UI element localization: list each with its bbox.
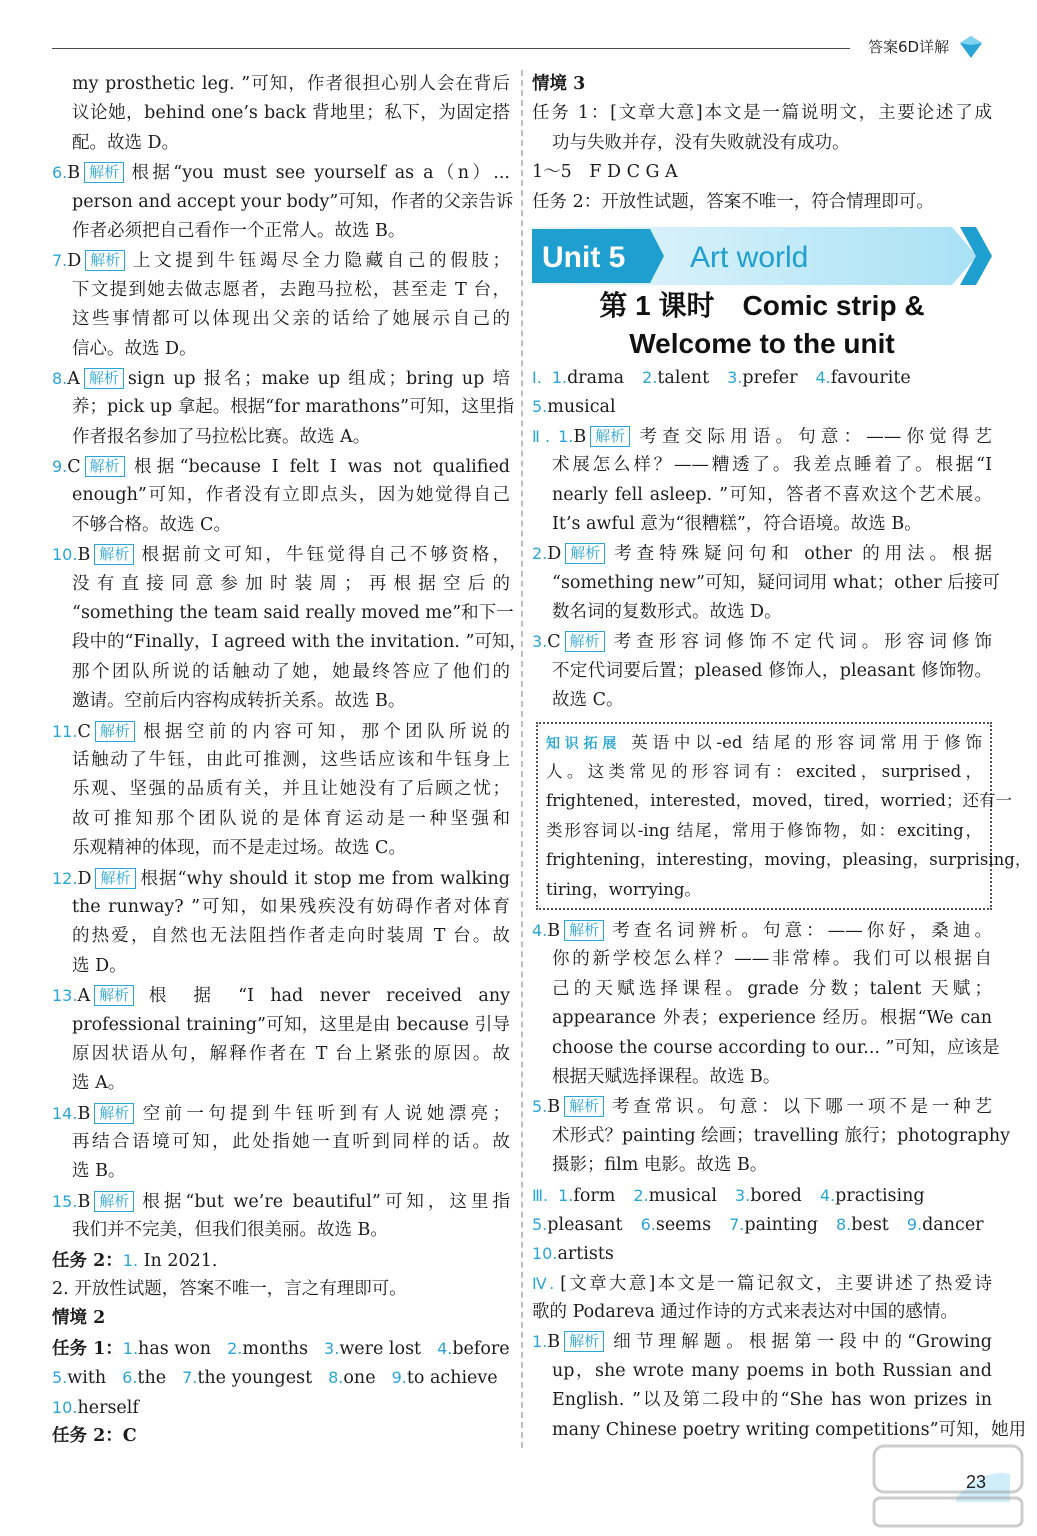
answer-choice: C bbox=[77, 721, 91, 742]
answer-text: It’s awful 意为“很糟糕”，符合语境。故选 B。 bbox=[552, 513, 922, 534]
text-line: 任务 1：[文章大意]本文是一篇说明文，主要论述了成 bbox=[532, 103, 992, 124]
answer-text: 术展怎么样？——糟透了。我差点睡着了。根据“I bbox=[552, 455, 992, 476]
answer-text: 作者报名参加了马拉松比赛。故选 A。 bbox=[72, 426, 371, 447]
analysis-tag: 解析 bbox=[84, 368, 124, 389]
scene-heading: 情境 2 bbox=[52, 1308, 106, 1329]
answer-line bbox=[532, 627, 992, 656]
answer-number: 8. bbox=[836, 1214, 852, 1234]
answer-number: 3. bbox=[532, 632, 548, 652]
answer-word: artists bbox=[557, 1244, 614, 1265]
answer-text: the runway? ”可知，如果残疾没有妨碍作者对体育 bbox=[72, 896, 510, 917]
watermark-logo bbox=[868, 1440, 1028, 1530]
answer-choice: D bbox=[547, 544, 562, 565]
answer-number: 1. bbox=[122, 1250, 139, 1270]
answer-number: 6. bbox=[640, 1214, 656, 1234]
answer-number: 10. bbox=[52, 1397, 78, 1417]
answer-line bbox=[532, 1269, 992, 1298]
answer-list bbox=[52, 158, 527, 1245]
answer-number: 4. bbox=[532, 920, 548, 940]
answer-word: has won bbox=[138, 1338, 212, 1359]
answer-number: 11. bbox=[52, 721, 78, 741]
answer-number: 7. bbox=[182, 1368, 198, 1388]
unit-title: Art world bbox=[690, 241, 809, 274]
answer-text: enough”可知，作者没有立即点头，因为她觉得自己 bbox=[72, 485, 510, 506]
answer-word: drama bbox=[567, 367, 625, 388]
answer-line bbox=[52, 246, 510, 275]
answer-choice: B bbox=[573, 426, 587, 447]
answer-line bbox=[52, 805, 510, 834]
answer-line bbox=[532, 451, 992, 480]
answer-number: 2. bbox=[633, 1185, 649, 1205]
roman-numeral: Ⅰ. bbox=[532, 367, 542, 387]
answer-choice: B bbox=[547, 920, 561, 941]
answer-line bbox=[532, 510, 992, 539]
answer-word: the bbox=[137, 1368, 167, 1389]
answer-number: 4. bbox=[437, 1338, 453, 1358]
analysis-tag: 解析 bbox=[564, 920, 604, 941]
answer-word: best bbox=[851, 1214, 889, 1235]
answer-number: 4. bbox=[815, 367, 831, 387]
word-answer-row bbox=[52, 1334, 510, 1363]
answer-text: 根据“you must see yourself as a（n）... bbox=[128, 163, 510, 184]
answer-text: 原因状语从句，解释作者在 T 台上紧张的原因。故 bbox=[72, 1043, 510, 1064]
answer-text: 考查交际用语。句意：——你觉得艺 bbox=[634, 426, 992, 447]
answer-text: In 2021. bbox=[143, 1250, 218, 1271]
answer-line bbox=[532, 1386, 992, 1415]
answer-text: 空前一句提到牛钰听到有人说她漂亮； bbox=[138, 1103, 510, 1124]
answer-word: one bbox=[343, 1368, 376, 1389]
answer-line bbox=[52, 717, 510, 746]
analysis-tag: 解析 bbox=[94, 985, 134, 1006]
answer-number: 15. bbox=[52, 1191, 78, 1211]
left-column bbox=[52, 70, 527, 1451]
answer-line bbox=[52, 188, 514, 217]
text-line: 2. 开放性试题，答案不唯一，言之有理即可。 bbox=[52, 1279, 407, 1300]
answer-word: bored bbox=[750, 1185, 802, 1206]
answer-word: months bbox=[242, 1338, 309, 1359]
answer-number: 1. bbox=[558, 426, 574, 446]
answer-text: 那个团队所说的话触动了她，她最终答应了他们的 bbox=[72, 661, 510, 682]
answer-number: 7. bbox=[52, 251, 68, 271]
answer-line bbox=[52, 452, 510, 481]
answer-text: choose the course according to our... ”可知，应该是 bbox=[552, 1037, 1000, 1058]
answer-text: 己的天赋选择课程。grade 分数；talent 天赋； bbox=[552, 978, 992, 999]
answer-choice: A bbox=[67, 368, 80, 389]
answer-text: 选 A。 bbox=[72, 1073, 126, 1094]
answer-line bbox=[52, 893, 510, 922]
answer-text: “something the team said really moved me”和下一 bbox=[72, 603, 514, 624]
answer-word: before bbox=[452, 1338, 510, 1359]
roman-numeral: Ⅱ. bbox=[532, 426, 551, 446]
part4-answers bbox=[532, 1269, 1027, 1445]
analysis-tag: 解析 bbox=[590, 426, 630, 447]
text-line: my prosthetic leg. ”可知，作者很担心别人会在背后 bbox=[72, 74, 510, 94]
answer-number: 9. bbox=[391, 1368, 407, 1388]
task-label: 任务 2： bbox=[52, 1250, 123, 1271]
answer-number: 10. bbox=[532, 1244, 558, 1264]
answer-text: 数名词的复数形式。故选 D。 bbox=[552, 602, 782, 623]
analysis-tag: 解析 bbox=[95, 868, 135, 889]
answer-number: 5. bbox=[52, 1368, 68, 1388]
answer-text: 根据空前的内容可知，那个团队所说的 bbox=[138, 721, 510, 742]
answer-text: 考查名词辨析。句意：——你好，桑迪。 bbox=[608, 920, 992, 941]
unit-banner bbox=[532, 225, 992, 287]
answer-number: 6. bbox=[122, 1368, 138, 1388]
answer-text: 考查常识。句意：以下哪一项不是一种艺 bbox=[608, 1097, 992, 1118]
text-line: 类形容词以-ing 结尾，常用于修饰物，如：exciting， bbox=[546, 820, 982, 840]
answer-number: 1. bbox=[558, 1185, 574, 1205]
answer-line bbox=[52, 1069, 510, 1098]
analysis-tag: 解析 bbox=[565, 631, 605, 652]
answer-number: 10. bbox=[52, 545, 78, 565]
answer-choice: C bbox=[547, 632, 561, 653]
answer-number: 3. bbox=[324, 1338, 340, 1358]
answer-number: 8. bbox=[52, 368, 68, 388]
answer-text: 作者必须把自己看作一个正常人。故选 B。 bbox=[72, 220, 406, 241]
answer-choice: B bbox=[77, 1191, 91, 1212]
answer-text: 歌的 Podareva 通过作诗的方式来表达对中国的感情。 bbox=[532, 1302, 958, 1323]
header-rule bbox=[52, 48, 850, 49]
page-header bbox=[0, 0, 1037, 60]
answer-line bbox=[52, 864, 510, 893]
answer-number: 5. bbox=[532, 1214, 548, 1234]
answer-word: with bbox=[67, 1368, 107, 1389]
word-answer-row bbox=[52, 1363, 510, 1392]
answer-number: 4. bbox=[819, 1185, 836, 1205]
analysis-tag: 解析 bbox=[84, 162, 124, 183]
answer-text: 信心。故选 D。 bbox=[72, 338, 197, 359]
answer-choice: B bbox=[67, 163, 81, 184]
answer-word: herself bbox=[77, 1397, 139, 1418]
answer-number: 12. bbox=[52, 868, 78, 888]
answer-line bbox=[532, 569, 1000, 598]
answer-choice: D bbox=[77, 868, 92, 889]
answer-word: practising bbox=[835, 1185, 925, 1206]
part2-answers-continued bbox=[532, 916, 1011, 1181]
word-answer-row bbox=[532, 1239, 992, 1268]
answer-choice: B bbox=[77, 1103, 91, 1124]
column-divider bbox=[521, 70, 523, 1448]
answer-line bbox=[532, 1151, 992, 1180]
answer-line bbox=[52, 628, 527, 657]
answer-number: 9. bbox=[52, 457, 68, 477]
text-line: tiring，worrying。 bbox=[546, 879, 701, 899]
answer-line bbox=[52, 775, 510, 804]
page-number: 23 bbox=[966, 1472, 987, 1492]
answer-line bbox=[532, 1357, 992, 1386]
text-line: 人。这类常见的形容词有：excited，surprised， bbox=[546, 762, 982, 782]
answer-number: 2. bbox=[642, 367, 658, 387]
answer-choice: B bbox=[547, 1332, 561, 1353]
answer-text: 养；pick up 拿起。根据“for marathons”可知，这里指 bbox=[72, 397, 515, 418]
answer-number: 1. bbox=[532, 1332, 548, 1352]
answer-word: form bbox=[573, 1185, 616, 1206]
answer-line bbox=[532, 1327, 992, 1356]
answer-text: 的热爱，自然也无法阻挡作者走向时装周 T 台。故 bbox=[72, 926, 510, 947]
answer-text: nearly fell asleep. ”可知，答者不喜欢这个艺术展。 bbox=[552, 484, 992, 505]
answer-line bbox=[52, 1011, 510, 1040]
part1-answers bbox=[532, 363, 992, 422]
answer-text: 选 D。 bbox=[72, 955, 127, 976]
answer-line bbox=[52, 1128, 510, 1157]
lesson-title-line2: Welcome to the unit bbox=[629, 327, 895, 359]
answer-number: 8. bbox=[328, 1368, 344, 1388]
diamond-icon bbox=[958, 34, 984, 60]
answer-text: many Chinese poetry writing competitions”可知，她用 bbox=[552, 1419, 1027, 1440]
lesson-title-line1: 第 1 课时 Comic strip & bbox=[599, 289, 925, 321]
answer-line bbox=[52, 570, 510, 599]
answer-word: musical bbox=[648, 1185, 717, 1206]
answer-number: 2. bbox=[227, 1338, 243, 1358]
text-line: 任务 2：开放性试题，答案不唯一，符合情理即可。 bbox=[532, 191, 934, 212]
answer-text: 根据“because I felt I was not qualified bbox=[128, 457, 510, 478]
word-answer-row bbox=[52, 1393, 510, 1422]
answer-text: 考查特殊疑问句和 other 的用法。根据 bbox=[609, 544, 992, 565]
answer-word: favourite bbox=[830, 367, 911, 388]
answer-line bbox=[532, 598, 992, 627]
task-label: 任务 1： bbox=[52, 1338, 123, 1359]
answer-choice: A bbox=[77, 986, 91, 1007]
text-line: 配。故选 D。 bbox=[72, 132, 180, 153]
text-line: frightening，interesting，moving，pleasing，surprising， bbox=[546, 850, 1032, 870]
word-answer-row bbox=[532, 363, 992, 392]
answer-text: 我们并不完美，但我们很美丽。故选 B。 bbox=[72, 1220, 388, 1241]
answer-text: English. ”以及第二段中的“She has won prizes in bbox=[552, 1390, 992, 1411]
answer-text: up，she wrote many poems in both Russian and bbox=[552, 1360, 992, 1381]
answer-number: 5. bbox=[532, 1097, 548, 1117]
answer-line bbox=[532, 686, 992, 715]
answer-number: 1. bbox=[551, 367, 568, 387]
text-line: frightened，interested，moved，tired，worried；还有一 bbox=[546, 791, 1012, 811]
answer-number: 1. bbox=[122, 1338, 139, 1358]
header-title: 答案6D详解 bbox=[868, 38, 950, 56]
answer-line bbox=[52, 305, 510, 334]
answer-text: 这些事情都可以体现出父亲的话给了她展示自己的 bbox=[72, 309, 510, 330]
answer-line bbox=[52, 922, 510, 951]
answer-line bbox=[52, 158, 510, 187]
answer-word: were lost bbox=[339, 1338, 422, 1359]
answer-text: 邀请。空前后内容构成转折关系。故选 B。 bbox=[72, 691, 406, 712]
text-line: 功与失败并存，没有失败就没有成功。 bbox=[552, 132, 850, 153]
part3-answers bbox=[532, 1181, 992, 1269]
answer-text: 上文提到牛钰竭尽全力隐藏自己的假肢； bbox=[129, 251, 510, 272]
answer-line bbox=[532, 1092, 992, 1121]
answer-text: 考查形容词修饰不定代词。形容词修饰 bbox=[608, 632, 992, 653]
text-span: 英语中以-ed 结尾的形容词常用于修饰 bbox=[631, 732, 982, 752]
answer-text: professional training”可知，这里是由 because 引导 bbox=[72, 1014, 510, 1035]
word-answer-row bbox=[532, 1181, 992, 1210]
answer-line bbox=[532, 422, 992, 451]
answer-line bbox=[52, 1216, 510, 1245]
answer-word: to achieve bbox=[406, 1368, 498, 1389]
answer-text: 故选 C。 bbox=[552, 690, 624, 711]
analysis-tag: 解析 bbox=[564, 1331, 604, 1352]
answer-line bbox=[532, 1034, 1000, 1063]
answer-line bbox=[52, 952, 510, 981]
answer-line bbox=[532, 945, 992, 974]
answer-line bbox=[532, 1063, 992, 1092]
answer-word: painting bbox=[744, 1214, 818, 1235]
answer-text: 选 B。 bbox=[72, 1161, 126, 1182]
answer-line bbox=[52, 540, 510, 569]
answer-line bbox=[52, 335, 510, 364]
answer-text: person and accept your body”可知，作者的父亲告诉 bbox=[72, 191, 514, 212]
roman-numeral: Ⅳ. bbox=[532, 1273, 555, 1293]
answer-text: 不定代词要后置；pleased 修饰人，pleasant 修饰物。 bbox=[552, 660, 992, 681]
answer-line bbox=[532, 1122, 1011, 1151]
answer-text: 乐观精神的体现，而不是走过场。故选 C。 bbox=[72, 838, 406, 859]
answer-number: 5. bbox=[532, 397, 548, 417]
answer-text: 没有直接同意参加时装周；再根据空后的 bbox=[72, 573, 510, 594]
answer-text: “something new”可知，疑问词用 what；other 后接可 bbox=[552, 572, 1000, 593]
answer-line bbox=[52, 364, 510, 393]
text-line bbox=[546, 728, 982, 757]
analysis-tag: 解析 bbox=[95, 721, 135, 742]
answer-text: 你的新学校怎么样？——非常棒。我们可以根据自 bbox=[552, 949, 992, 970]
answer-line bbox=[52, 217, 510, 246]
analysis-tag: 解析 bbox=[94, 544, 134, 565]
answer-line bbox=[52, 834, 510, 863]
answer-text: 根据天赋选择课程。故选 B。 bbox=[552, 1066, 781, 1087]
answer-line bbox=[532, 916, 992, 945]
analysis-tag: 解析 bbox=[85, 250, 125, 271]
answer-line bbox=[52, 393, 515, 422]
roman-numeral: Ⅲ. bbox=[532, 1185, 549, 1205]
word-answer-row bbox=[532, 1210, 992, 1239]
answer-text: 段中的“Finally，I agreed with the invitation. ”可知， bbox=[72, 632, 527, 653]
analysis-tag: 解析 bbox=[94, 1103, 134, 1124]
task1-answers bbox=[52, 1334, 510, 1422]
analysis-tag: 解析 bbox=[85, 456, 125, 477]
answer-line bbox=[52, 1187, 510, 1216]
answer-text: 术形式？painting 绘画；travelling 旅行；photography bbox=[552, 1125, 1011, 1146]
answer-number: 3. bbox=[734, 1185, 751, 1205]
answer-word: the youngest bbox=[197, 1368, 313, 1389]
analysis-tag: 解析 bbox=[94, 1191, 134, 1212]
task2-line bbox=[52, 1246, 510, 1275]
answer-number: 2. bbox=[532, 544, 548, 564]
answer-number: 14. bbox=[52, 1103, 78, 1123]
answer-choice: B bbox=[547, 1097, 561, 1118]
answer-line bbox=[532, 975, 992, 1004]
scene-heading: 情境 3 bbox=[532, 74, 586, 94]
answer-text: 故可推知那个团队说的是体育运动是一种坚强和 bbox=[72, 808, 510, 829]
answer-choice: B bbox=[77, 545, 91, 566]
knowledge-box bbox=[536, 722, 1032, 910]
answer-text: [文章大意]本文是一篇记叙文，主要讲述了热爱诗 bbox=[560, 1273, 992, 1294]
answer-line bbox=[532, 481, 992, 510]
analysis-tag: 解析 bbox=[565, 543, 605, 564]
answer-text: appearance 外表；experience 经历。根据“We can bbox=[552, 1008, 992, 1029]
word-answer-row bbox=[532, 392, 992, 421]
answer-line bbox=[52, 276, 510, 305]
answer-text: 根 据 “I had never received any bbox=[138, 986, 510, 1007]
answer-line bbox=[52, 599, 514, 628]
answer-line bbox=[52, 423, 510, 452]
task2-answer: 任务 2：C bbox=[52, 1425, 137, 1446]
answer-line bbox=[52, 1040, 510, 1069]
answer-text: 话触动了牛钰，由此可推测，这些话应该和牛钰身上 bbox=[72, 749, 510, 770]
answer-text: 根据“but we’re beautiful”可知，这里指 bbox=[138, 1191, 510, 1212]
answer-line bbox=[52, 511, 510, 540]
analysis-tag: 解析 bbox=[564, 1096, 604, 1117]
answer-text: sign up 报名；make up 组成；bring up 培 bbox=[127, 368, 510, 389]
answer-text: 摄影；film 电影。故选 B。 bbox=[552, 1155, 768, 1176]
part2-answers bbox=[532, 422, 1000, 716]
answer-number: 7. bbox=[729, 1214, 745, 1234]
answer-number: 9. bbox=[906, 1214, 923, 1234]
answer-line bbox=[532, 539, 992, 568]
text-line: 议论她，behind one’s back 背地里；私下，为固定搭 bbox=[72, 103, 510, 124]
answer-line bbox=[52, 658, 510, 687]
answers-1-5: 1～5 F D C G A bbox=[532, 162, 678, 183]
answer-word: musical bbox=[547, 397, 616, 418]
answer-word: pleasant bbox=[547, 1214, 623, 1235]
answer-line bbox=[52, 1099, 510, 1128]
answer-word: prefer bbox=[742, 367, 798, 388]
answer-word: dancer bbox=[922, 1214, 984, 1235]
answer-line bbox=[52, 746, 510, 775]
answer-text: 根据前文可知，牛钰觉得自己不够资格， bbox=[138, 545, 510, 566]
answer-choice: D bbox=[67, 251, 82, 272]
answer-line bbox=[532, 657, 992, 686]
answer-text: 不够合格。故选 C。 bbox=[72, 514, 231, 535]
answer-line bbox=[532, 1298, 992, 1327]
answer-line bbox=[52, 1157, 510, 1186]
answer-choice: C bbox=[67, 457, 81, 478]
answer-line bbox=[52, 687, 510, 716]
answer-text: 细节理解题。根据第一段中的“Growing bbox=[608, 1332, 992, 1353]
answer-line bbox=[52, 481, 510, 510]
answer-line bbox=[52, 981, 510, 1010]
answer-word: seems bbox=[655, 1214, 712, 1235]
knowledge-tag: 知识拓展 bbox=[546, 735, 622, 752]
answer-word: talent bbox=[657, 367, 710, 388]
answer-text: 下文提到她去做志愿者，去跑马拉松，甚至走 T 台， bbox=[72, 279, 510, 300]
answer-number: 6. bbox=[52, 163, 68, 183]
answer-line bbox=[532, 1004, 992, 1033]
answer-text: 根据“why should it stop me from walking bbox=[139, 868, 510, 889]
answer-text: 再结合语境可知，此处指她一直听到同样的话。故 bbox=[72, 1132, 510, 1153]
answer-text: 乐观、坚强的品质有关，并且让她没有了后顾之忧； bbox=[72, 779, 510, 800]
answer-number: 13. bbox=[52, 986, 78, 1006]
answer-number: 3. bbox=[727, 367, 743, 387]
unit-label: Unit 5 bbox=[542, 241, 626, 274]
